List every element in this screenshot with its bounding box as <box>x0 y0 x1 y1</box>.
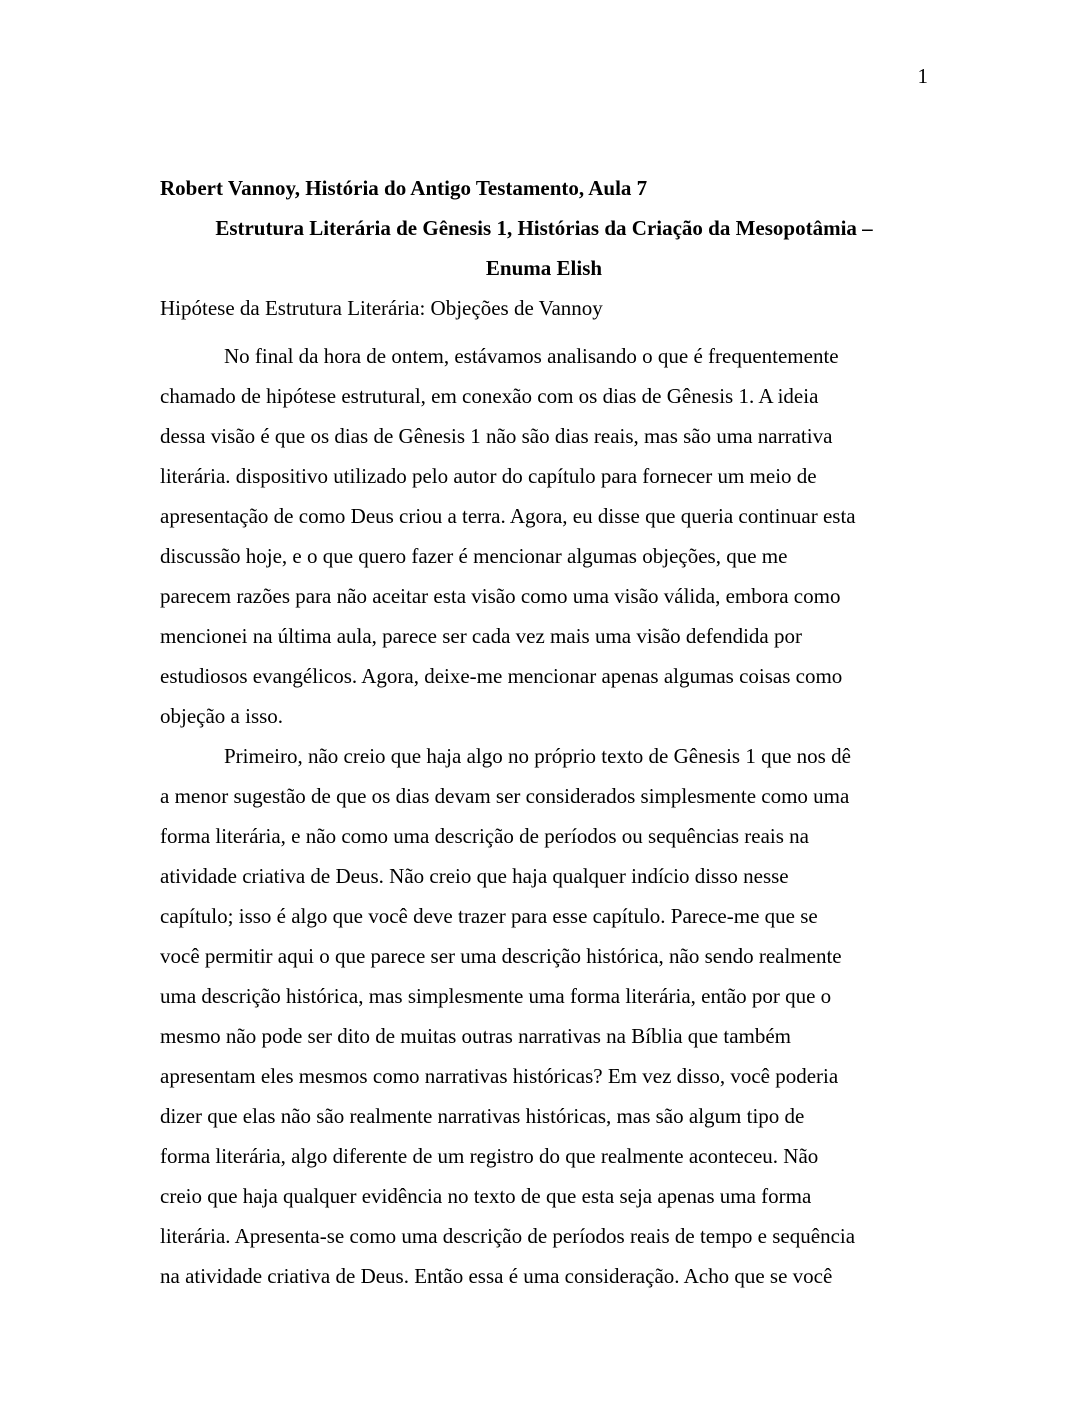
text-line: literária. dispositivo utilizado pelo autor do capítulo para fornecer um meio de <box>160 464 817 488</box>
text-line: objeção a isso. <box>160 704 284 728</box>
text-line: apresentação de como Deus criou a terra. Agora, eu disse que queria continuar esta <box>160 504 856 528</box>
paragraph-2 <box>160 736 928 1296</box>
text-line: forma literária, e não como uma descrição de períodos ou sequências reais na <box>160 824 809 848</box>
text-line: apresentam eles mesmos como narrativas históricas? Em vez disso, você poderia <box>160 1064 839 1088</box>
text-line: literária. Apresenta-se como uma descrição de períodos reais de tempo e sequência <box>160 1224 856 1248</box>
text-line: chamado de hipótese estrutural, em conexão com os dias de Gênesis 1. A ideia <box>160 384 819 408</box>
text-line: atividade criativa de Deus. Não creio que haja qualquer indício disso nesse <box>160 864 789 888</box>
lecture-title-line2: Enuma Elish <box>485 256 603 280</box>
text-line: mesmo não pode ser dito de muitas outras narrativas na Bíblia que também <box>160 1024 792 1048</box>
lecture-title-line1: Estrutura Literária de Gênesis 1, Histórias da Criação da Mesopotâmia – <box>215 216 873 240</box>
text-line: dessa visão é que os dias de Gênesis 1 não são dias reais, mas são uma narrativa <box>160 424 833 448</box>
section-heading: Hipótese da Estrutura Literária: Objeções de Vannoy <box>160 296 603 320</box>
course-title: Robert Vannoy, História do Antigo Testamento, Aula 7 <box>160 176 648 200</box>
text-line: No final da hora de ontem, estávamos analisando o que é frequentemente <box>224 344 839 368</box>
text-line: uma descrição histórica, mas simplesmente uma forma literária, então por que o <box>160 984 832 1008</box>
document-content <box>160 168 928 1296</box>
text-line: dizer que elas não são realmente narrativas históricas, mas são algum tipo de <box>160 1104 805 1128</box>
text-line: forma literária, algo diferente de um registro do que realmente aconteceu. Não <box>160 1144 819 1168</box>
text-line: a menor sugestão de que os dias devam ser considerados simplesmente como uma <box>160 784 850 808</box>
text-line: mencionei na última aula, parece ser cada vez mais uma visão defendida por <box>160 624 802 648</box>
text-line: capítulo; isso é algo que você deve trazer para esse capítulo. Parece-me que se <box>160 904 818 928</box>
text-line: na atividade criativa de Deus. Então essa é uma consideração. Acho que se você <box>160 1264 833 1288</box>
text-line: parecem razões para não aceitar esta visão como uma visão válida, embora como <box>160 584 841 608</box>
text-line: discussão hoje, e o que quero fazer é mencionar algumas objeções, que me <box>160 544 788 568</box>
paragraph-1 <box>160 336 928 736</box>
page-number: 1 <box>917 64 928 88</box>
text-line: Primeiro, não creio que haja algo no próprio texto de Gênesis 1 que nos dê <box>224 744 851 768</box>
text-line: estudiosos evangélicos. Agora, deixe-me mencionar apenas algumas coisas como <box>160 664 843 688</box>
text-line: creio que haja qualquer evidência no texto de que esta seja apenas uma forma <box>160 1184 812 1208</box>
text-line: você permitir aqui o que parece ser uma descrição histórica, não sendo realmente <box>160 944 842 968</box>
